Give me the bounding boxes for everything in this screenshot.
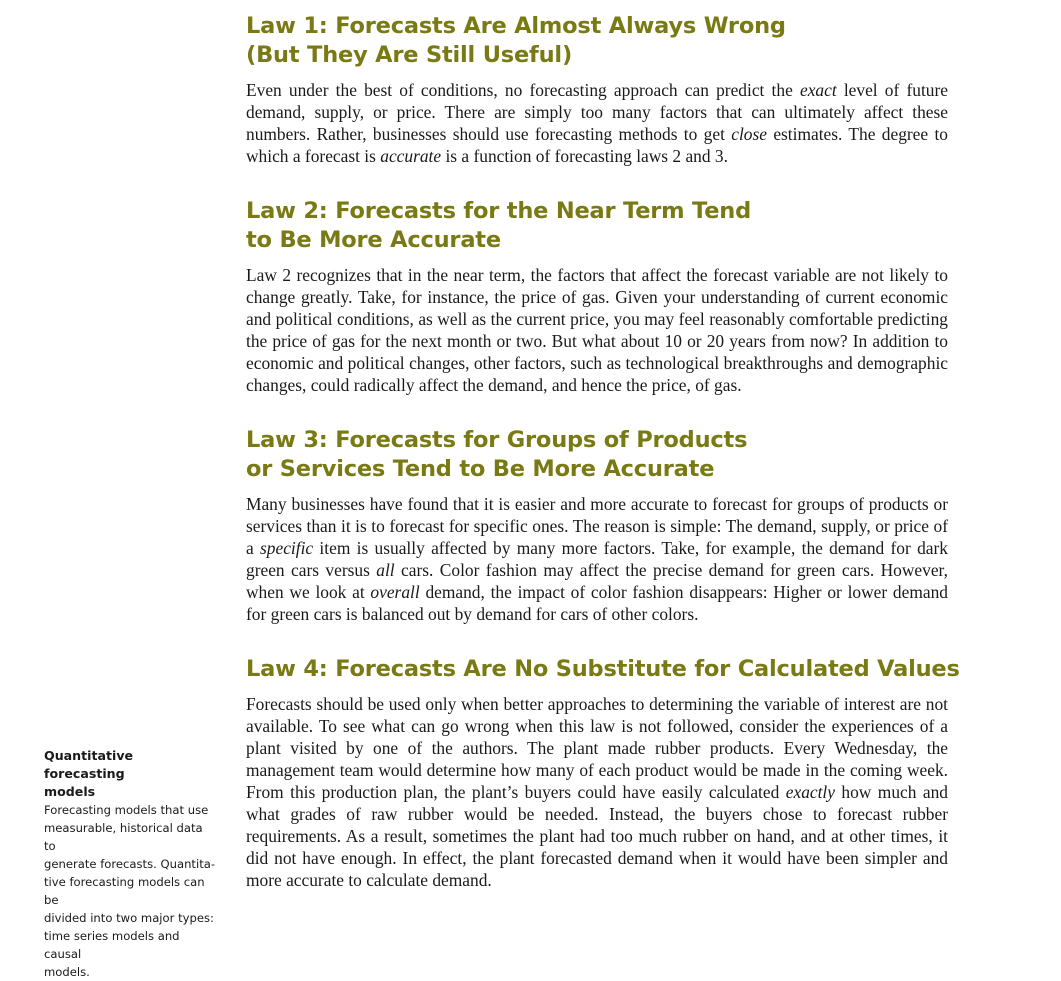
glossary-definition-line: measurable, historical data to (44, 821, 203, 853)
law-1-heading-line-1: Law 1: Forecasts Are Almost Always Wrong (246, 13, 786, 39)
glossary-definition-line: Forecasting models that use (44, 803, 209, 817)
body-text: Many businesses have found that it is easier and more accurate to forecast for groups of products or services than it is to forecast for specific ones. The reason is simple: The demand, supply, or price of a (246, 494, 948, 558)
body-text: item is usually affected by many more factors. Take, for example, the demand for dark green cars versus (246, 538, 948, 580)
law-2-section (246, 197, 948, 396)
law-4-section (246, 655, 960, 891)
law-3-heading-line-2: or Services Tend to Be More Accurate (246, 456, 715, 482)
body-text: Law 2 recognizes that in the near term, the factors that affect the forecast variable are not likely to change greatly. Take, for instance, the price of gas. Given your understanding of current economic and political conditions, as well as the current price, you may feel reasonably comfortable predicting the price of gas for the next month or two. But what about 10 or 20 years from now? In addition to economic and political changes, other factors, such as technological breakthroughs and demographic changes, could radically affect the demand, and hence the price, of gas. (246, 265, 948, 395)
body-text: how much and what grades of raw rubber would be needed. Instead, the buyers chose to forecast rubber requirements. As a result, sometimes the plant had too much rubber on hand, and at other times, it did not have enough. In effect, the plant forecasted demand when it would have been simpler and more accurate to calculate demand. (246, 782, 948, 890)
glossary-term (44, 747, 216, 801)
emphasis-text: overall (370, 582, 420, 602)
glossary-definition-line: time series models and causal (44, 929, 180, 961)
law-3-heading (246, 426, 948, 484)
emphasis-text: specific (260, 538, 314, 558)
law-3-section (246, 426, 948, 625)
law-4-heading-line-1: Law 4: Forecasts Are No Substitute for Calculated Values (246, 656, 960, 682)
body-text: demand, the impact of color fashion disappears: Higher or lower demand for green cars is balanced out by demand for cars of other colors. (246, 582, 948, 624)
glossary-definition-line: divided into two major types: (44, 911, 214, 925)
main-column (246, 12, 960, 891)
law-1-heading-line-2: (But They Are Still Useful) (246, 42, 573, 68)
emphasis-text: close (731, 124, 767, 144)
emphasis-text: exactly (785, 782, 835, 802)
glossary-definition (44, 801, 216, 981)
emphasis-text: exact (799, 80, 837, 100)
margin-glossary (44, 747, 216, 981)
body-text: level of future demand, supply, or price. There are simply too many factors that can ultimately affect these numbers. Rather, businesses should use forecasting methods to get (246, 80, 948, 144)
emphasis-text: accurate (380, 146, 442, 166)
body-text: Even under the best of conditions, no forecasting approach can predict the (246, 80, 800, 100)
body-text: Forecasts should be used only when better approaches to determining the variable of interest are not available. To see what can go wrong when this law is not followed, consider the experiences of a plant visited by one of the authors. The plant made rubber products. Every Wednesday, the management team would determine how many of each product would be made in the coming week. From this production plan, the plant’s buyers could have easily calculated (246, 694, 948, 802)
glossary-term-line-1: Quantitative forecasting (44, 748, 134, 781)
law-2-heading (246, 197, 948, 255)
emphasis-text: all (376, 560, 395, 580)
body-text: cars. Color fashion may affect the precise demand for green cars. However, when we look at (246, 560, 948, 602)
law-4-heading (246, 655, 960, 684)
glossary-definition-line: models. (44, 965, 90, 979)
law-1-paragraph (246, 79, 948, 167)
law-3-heading-line-1: Law 3: Forecasts for Groups of Products (246, 427, 748, 453)
law-3-paragraph (246, 493, 948, 625)
law-2-paragraph (246, 264, 948, 396)
law-4-paragraph (246, 693, 948, 891)
glossary-term-line-2: models (44, 784, 96, 799)
body-text: estimates. The degree to which a forecast is (246, 124, 948, 166)
law-2-heading-line-2: to Be More Accurate (246, 227, 501, 253)
glossary-definition-line: tive forecasting models can be (44, 875, 205, 907)
law-1-section (246, 12, 948, 167)
glossary-definition-line: generate forecasts. Quantita- (44, 857, 216, 871)
law-2-heading-line-1: Law 2: Forecasts for the Near Term Tend (246, 198, 751, 224)
body-text: is a function of forecasting laws 2 and 3. (441, 146, 728, 166)
law-1-heading (246, 12, 948, 70)
